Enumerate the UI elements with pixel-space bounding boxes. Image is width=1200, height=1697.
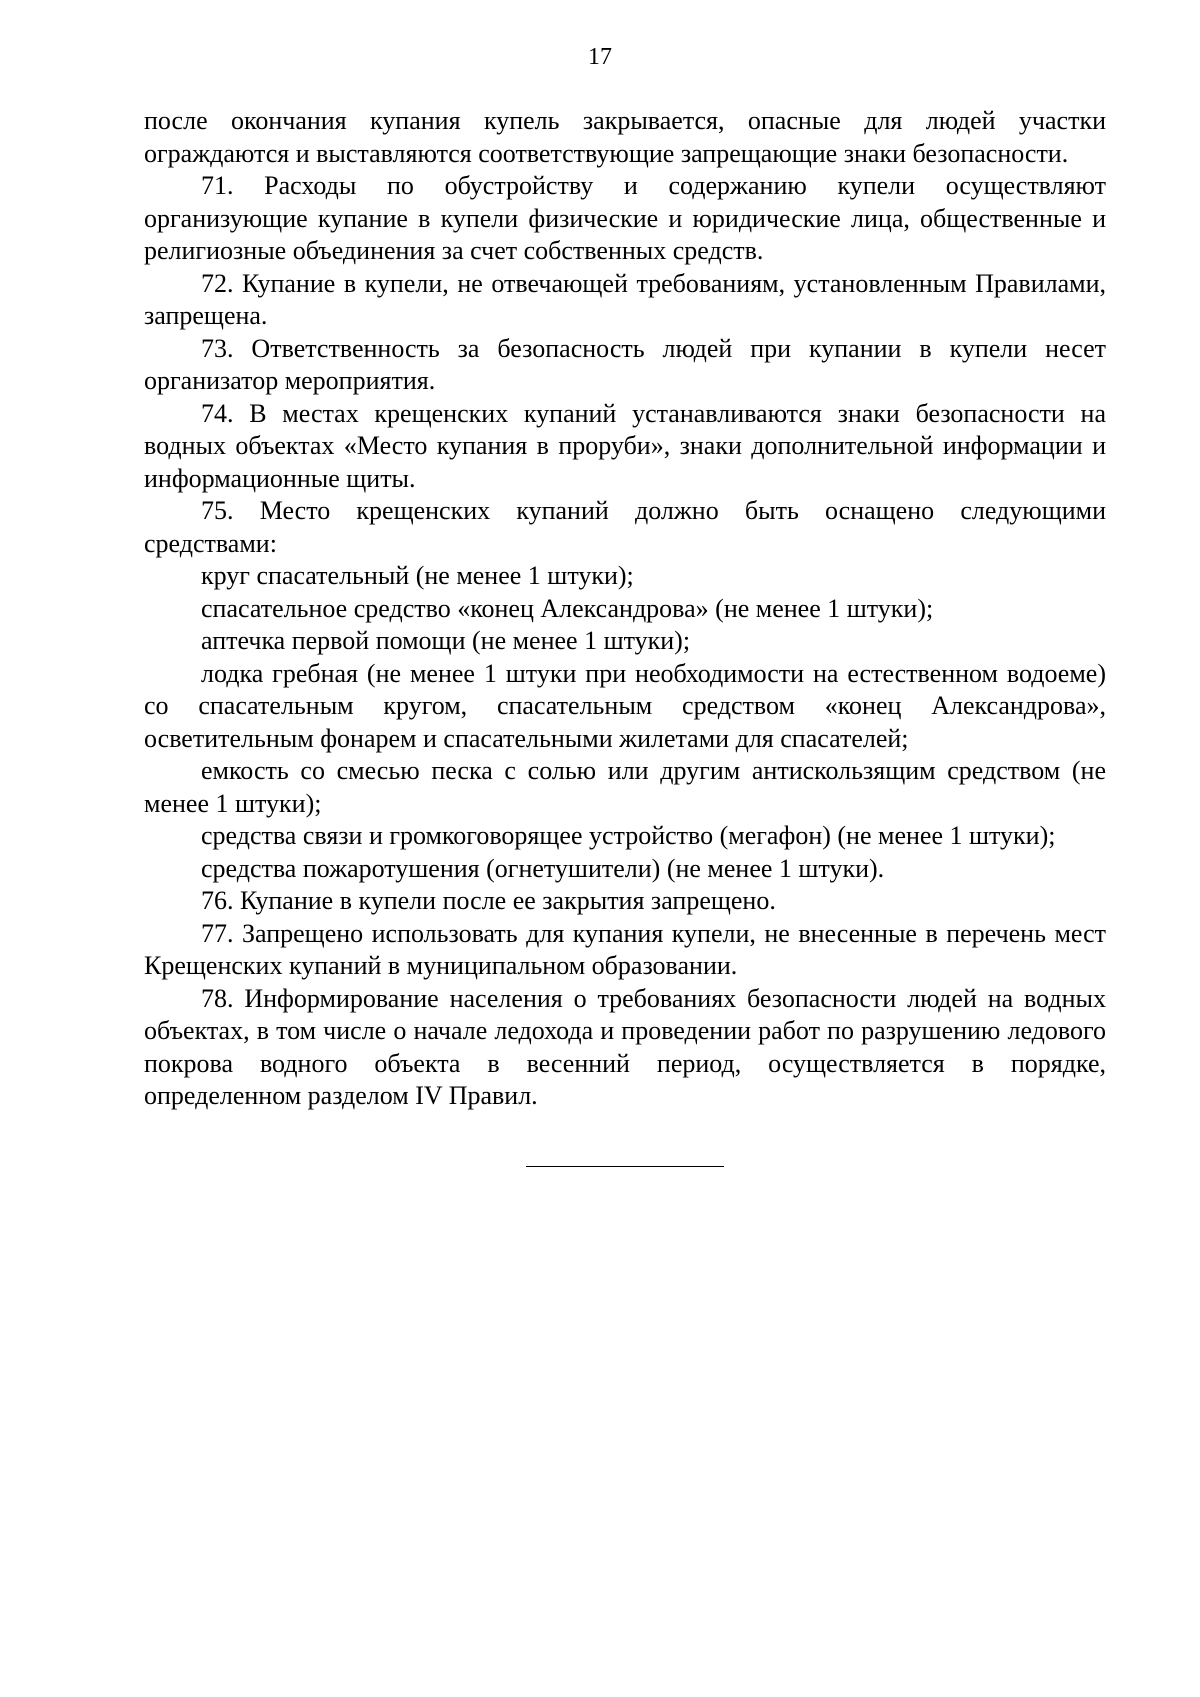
paragraph-76: 76. Купание в купели после ее закрытия запрещено. (201, 886, 776, 915)
paragraph-74: 74. В местах крещенских купаний устанавливаются знаки безопасности на водных объектах «Место купания в проруби», знаки дополнительной информации и информационные щиты. (144, 398, 1106, 493)
end-of-document-rule (526, 1166, 724, 1167)
paragraph-71: 71. Расходы по обустройству и содержанию купели осуществляют организующие купание в купели физические и юридические лица, общественные и религиозные объединения за счет собственных средств. (144, 171, 1106, 265)
paragraph-continuation: после окончания купания купель закрывается, опасные для людей участки ограждаются и выставляются соответствующие запрещающие знаки безопасности. (144, 106, 1106, 168)
paragraph-73: 73. Ответственность за безопасность людей при купании в купели несет организатор мероприятия. (144, 333, 1106, 395)
paragraph-75: 75. Место крещенских купаний должно быть оснащено следующими средствами: (144, 496, 1106, 558)
list-item-lifebuoy: круг спасательный (не менее 1 штуки); (201, 561, 634, 590)
list-item-communication-means: средства связи и громкоговорящее устройство (мегафон) (не менее 1 штуки); (201, 821, 1056, 850)
document-body (144, 105, 1106, 1167)
paragraph-78: 78. Информирование населения о требованиях безопасности людей на водных объектах, в том числе о начале ледохода и проведении работ по разрушению ледового покрова водного объекта в весенний период, осуществляется в порядке, определенном разделом IV Правил. (144, 983, 1106, 1110)
paragraph-72: 72. Купание в купели, не отвечающей требованиям, установленным Правилами, запрещена. (144, 268, 1106, 330)
page-number: 17 (588, 44, 612, 70)
list-item-rowing-boat: лодка гребная (не менее 1 штуки при необходимости на естественном водоеме) со спасательным кругом, спасательным средством «конец Александрова», осветительным фонарем и спасательными жилетами для спасателей; (144, 658, 1106, 753)
list-item-first-aid-kit: аптечка первой помощи (не менее 1 штуки); (201, 626, 691, 655)
list-item-alexandrov-rope: спасательное средство «конец Александрова» (не менее 1 штуки); (201, 593, 934, 623)
paragraph-77: 77. Запрещено использовать для купания купели, не внесенные в перечень мест Крещенских купаний в муниципальном образовании. (144, 918, 1106, 980)
list-item-fire-extinguishers: средства пожаротушения (огнетушители) (не менее 1 штуки). (201, 853, 885, 883)
list-item-sand-salt-container: емкость со смесью песка с солью или другим антискользящим средством (не менее 1 штуки); (144, 756, 1106, 818)
